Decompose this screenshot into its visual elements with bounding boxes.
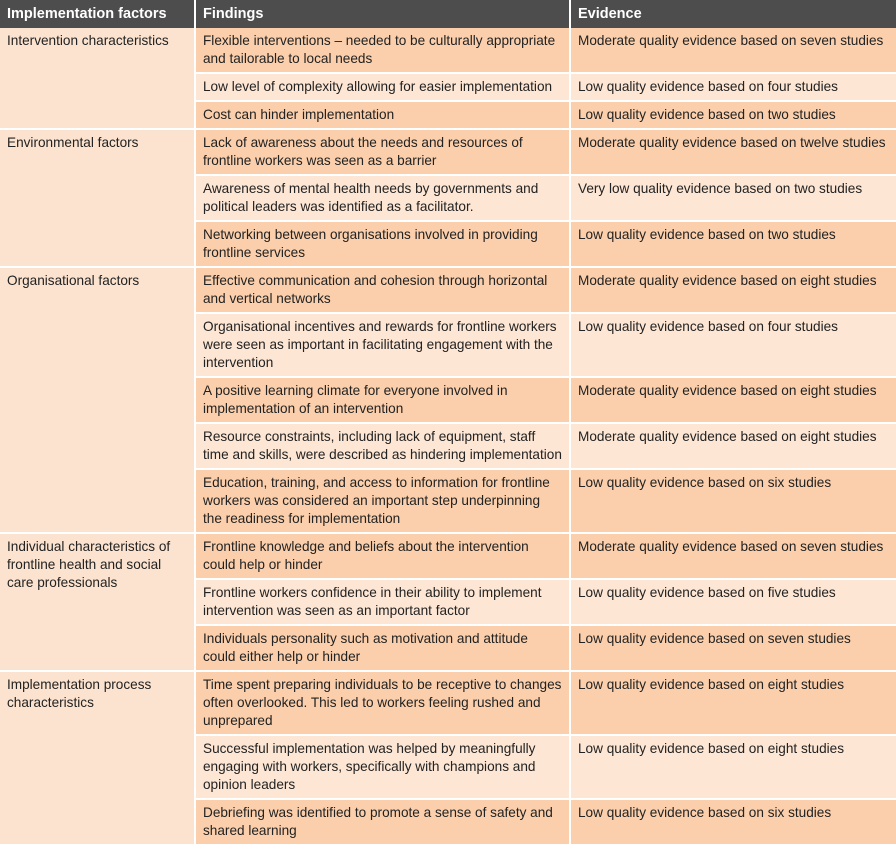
finding-cell: Flexible interventions – needed to be culturally appropriate and tailorable to local needs	[195, 28, 570, 73]
evidence-cell: Very low quality evidence based on two studies	[570, 175, 896, 221]
finding-cell: Low level of complexity allowing for easier implementation	[195, 73, 570, 101]
evidence-cell: Low quality evidence based on two studies	[570, 221, 896, 267]
factor-cell: Intervention characteristics	[0, 28, 195, 129]
evidence-cell: Moderate quality evidence based on eight studies	[570, 267, 896, 313]
finding-cell: Education, training, and access to information for frontline workers was considered an important step underpinning the readiness for implementation	[195, 469, 570, 533]
finding-cell: Successful implementation was helped by meaningfully engaging with workers, specifically with champions and opinion leaders	[195, 735, 570, 799]
evidence-cell: Low quality evidence based on five studies	[570, 579, 896, 625]
evidence-cell: Low quality evidence based on eight studies	[570, 671, 896, 735]
evidence-cell: Low quality evidence based on six studies	[570, 469, 896, 533]
finding-cell: A positive learning climate for everyone involved in implementation of an intervention	[195, 377, 570, 423]
table-row	[0, 28, 896, 73]
evidence-cell: Moderate quality evidence based on eight studies	[570, 377, 896, 423]
evidence-cell: Low quality evidence based on eight studies	[570, 735, 896, 799]
evidence-cell: Low quality evidence based on four studies	[570, 73, 896, 101]
table-row	[0, 129, 896, 175]
finding-cell: Individuals personality such as motivation and attitude could either help or hinder	[195, 625, 570, 671]
finding-cell: Lack of awareness about the needs and resources of frontline workers was seen as a barrier	[195, 129, 570, 175]
header-implementation-factors: Implementation factors	[0, 0, 195, 28]
finding-cell: Networking between organisations involved in providing frontline services	[195, 221, 570, 267]
header-findings: Findings	[195, 0, 570, 28]
finding-cell: Time spent preparing individuals to be receptive to changes often overlooked. This led to workers feeling rushed and unprepared	[195, 671, 570, 735]
finding-cell: Awareness of mental health needs by governments and political leaders was identified as a facilitator.	[195, 175, 570, 221]
table-row	[0, 533, 896, 579]
finding-cell: Frontline knowledge and beliefs about the intervention could help or hinder	[195, 533, 570, 579]
table-body	[0, 28, 896, 845]
finding-cell: Organisational incentives and rewards for frontline workers were seen as important in facilitating engagement with the intervention	[195, 313, 570, 377]
header-evidence: Evidence	[570, 0, 896, 28]
evidence-cell: Moderate quality evidence based on seven studies	[570, 28, 896, 73]
factor-cell: Individual characteristics of frontline health and social care professionals	[0, 533, 195, 671]
evidence-cell: Low quality evidence based on seven studies	[570, 625, 896, 671]
evidence-cell: Low quality evidence based on four studies	[570, 313, 896, 377]
table-row	[0, 671, 896, 735]
factor-cell: Organisational factors	[0, 267, 195, 533]
evidence-cell: Moderate quality evidence based on seven studies	[570, 533, 896, 579]
finding-cell: Effective communication and cohesion through horizontal and vertical networks	[195, 267, 570, 313]
evidence-cell: Moderate quality evidence based on eight studies	[570, 423, 896, 469]
evidence-cell: Low quality evidence based on two studies	[570, 101, 896, 129]
finding-cell: Cost can hinder implementation	[195, 101, 570, 129]
evidence-cell: Moderate quality evidence based on twelve studies	[570, 129, 896, 175]
header-row	[0, 0, 896, 28]
factor-cell: Environmental factors	[0, 129, 195, 267]
table-row	[0, 267, 896, 313]
finding-cell: Debriefing was identified to promote a sense of safety and shared learning	[195, 799, 570, 845]
finding-cell: Resource constraints, including lack of equipment, staff time and skills, were described as hindering implementation	[195, 423, 570, 469]
factor-cell: Implementation process characteristics	[0, 671, 195, 845]
evidence-cell: Low quality evidence based on six studies	[570, 799, 896, 845]
finding-cell: Frontline workers confidence in their ability to implement intervention was seen as an important factor	[195, 579, 570, 625]
